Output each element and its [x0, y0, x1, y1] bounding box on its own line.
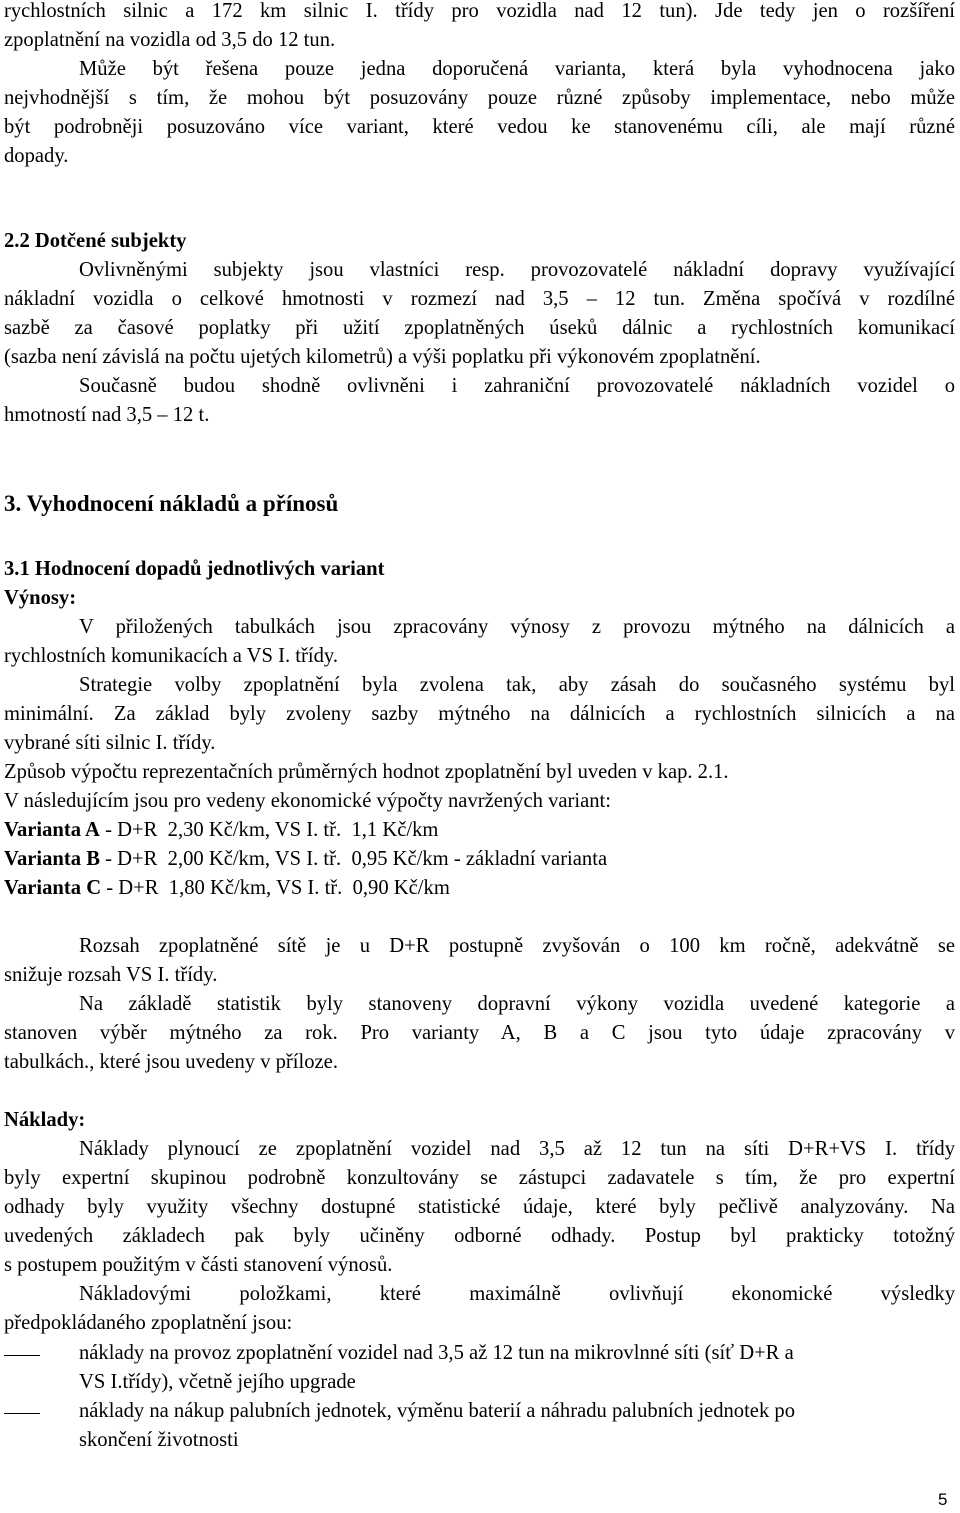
variant-row	[4, 849, 607, 870]
text-line: Nákladovými položkami, které maximálně ovlivňují ekonomické výsledky	[79, 1283, 955, 1305]
variant-col1: D+R	[117, 819, 158, 841]
variant-col2: 2,00 Kč/km, VS I. tř.	[167, 848, 342, 870]
text-line: nejvhodnější s tím, že mohou být posuzovány pouze různé způsoby implementace, nebo může	[4, 87, 955, 109]
bullet-line: náklady na provoz zpoplatnění vozidel nad 3,5 až 12 tun na mikrovlnné síti (síť D+R a	[79, 1342, 794, 1364]
text-line: tabulkách., které jsou uvedeny v příloze.	[4, 1051, 338, 1073]
text-line: Ovlivněnými subjekty jsou vlastníci resp. provozovatelé nákladní dopravy využívající	[79, 259, 955, 281]
text-line: hmotností nad 3,5 – 12 t.	[4, 404, 210, 426]
variant-col3: 0,90 Kč/km	[352, 877, 450, 899]
variant-dash: -	[105, 848, 112, 870]
text-line: Na základě statistik byly stanoveny dopravní výkony vozidla uvedené kategorie a	[79, 993, 955, 1015]
section-heading-3-1: 3.1 Hodnocení dopadů jednotlivých variant	[4, 558, 385, 580]
text-line: Strategie volby zpoplatnění byla zvolena tak, aby zásah do současného systému byl	[79, 674, 955, 696]
bullet-line: náklady na nákup palubních jednotek, výměnu baterií a náhradu palubních jednotek po	[79, 1400, 795, 1422]
text-line: předpokládaného zpoplatnění jsou:	[4, 1312, 293, 1334]
text-line: s postupem použitým v části stanovení výnosů.	[4, 1254, 393, 1276]
variant-col1: D+R	[117, 848, 158, 870]
text-line: Způsob výpočtu reprezentačních průměrných hodnot zpoplatnění byl uveden v kap. 2.1.	[4, 761, 729, 783]
text-line: rychlostních silnic a 172 km silnic I. třídy pro vozidla nad 12 tun). Jde tedy jen o rozšíření	[4, 0, 955, 22]
bullet-dash	[4, 1355, 40, 1356]
variant-row	[4, 820, 438, 841]
variant-name: Varianta C	[4, 877, 102, 899]
text-line: Rozsah zpoplatněné sítě je u D+R postupně zvyšován o 100 km ročně, adekvátně se	[79, 935, 955, 957]
bullet-line: skončení životnosti	[79, 1429, 239, 1451]
bullet-line: VS I.třídy), včetně jejího upgrade	[79, 1371, 356, 1393]
text-line: V následujícím jsou pro vedeny ekonomické výpočty navržených variant:	[4, 790, 611, 812]
variant-name: Varianta A	[4, 819, 100, 841]
variant-dash: -	[106, 877, 114, 899]
naklady-label: Náklady:	[4, 1109, 86, 1131]
bullet-dash	[4, 1413, 40, 1414]
text-line: rychlostních komunikacích a VS I. třídy.	[4, 645, 339, 667]
text-line: Může být řešena pouze jedna doporučená varianta, která byla vyhodnocena jako	[79, 58, 955, 80]
variant-row	[4, 878, 450, 899]
text-line: být podrobněji posuzováno více variant, které vedou ke stanovenému cíli, ale mají různé	[4, 116, 955, 138]
page-number: 5	[938, 1490, 948, 1509]
text-line: (sazba není závislá na počtu ujetých kilometrů) a výši poplatku při výkonovém zpoplatnění.	[4, 346, 761, 368]
variant-col3: 0,95 Kč/km - základní varianta	[351, 848, 608, 870]
text-line: Současně budou shodně ovlivněni i zahraniční provozovatelé nákladních vozidel o	[79, 375, 955, 397]
variant-col1: D+R	[118, 877, 159, 899]
variant-dash: -	[105, 819, 112, 841]
text-line: snižuje rozsah VS I. třídy.	[4, 964, 218, 986]
text-line: dopady.	[4, 145, 69, 167]
section-heading-2-2: 2.2 Dotčené subjekty	[4, 230, 187, 252]
text-line: minimální. Za základ byly zvoleny sazby mýtného na dálnicích a rychlostních silnicích a na	[4, 703, 955, 725]
section-heading-3: 3. Vyhodnocení nákladů a přínosů	[4, 491, 339, 516]
text-line: uvedených základech pak byly učiněny odborné odhady. Postup byl prakticky totožný	[4, 1225, 955, 1247]
text-line: byly expertní skupinou podrobně konzultovány se zástupci zadavatele s tím, že pro expertní	[4, 1167, 955, 1189]
text-line: Náklady plynoucí ze zpoplatnění vozidel nad 3,5 až 12 tun na síti D+R+VS I. třídy	[79, 1138, 955, 1160]
text-line: stanoven výběr mýtného za rok. Pro varianty A, B a C jsou tyto údaje zpracovány v	[4, 1022, 955, 1044]
text-line: nákladní vozidla o celkové hmotnosti v rozmezí nad 3,5 – 12 tun. Změna spočívá v rozdílné	[4, 288, 955, 310]
vynosy-label: Výnosy:	[4, 587, 77, 609]
text-line: odhady byly využity všechny dostupné statistické údaje, které byly pečlivě analyzovány. Na	[4, 1196, 955, 1218]
variant-col2: 1,80 Kč/km, VS I. tř.	[168, 877, 343, 899]
text-line: vybrané síti silnic I. třídy.	[4, 732, 216, 754]
variant-col3: 1,1 Kč/km	[351, 819, 439, 841]
text-line: sazbě za časové poplatky při užití zpoplatněných úseků dálnic a rychlostních komunikací	[4, 317, 955, 339]
text-line: zpoplatnění na vozidla od 3,5 do 12 tun.	[4, 29, 336, 51]
variant-col2: 2,30 Kč/km, VS I. tř.	[167, 819, 342, 841]
text-line: V přiložených tabulkách jsou zpracovány výnosy z provozu mýtného na dálnicích a	[79, 616, 955, 638]
variant-name: Varianta B	[4, 848, 100, 870]
